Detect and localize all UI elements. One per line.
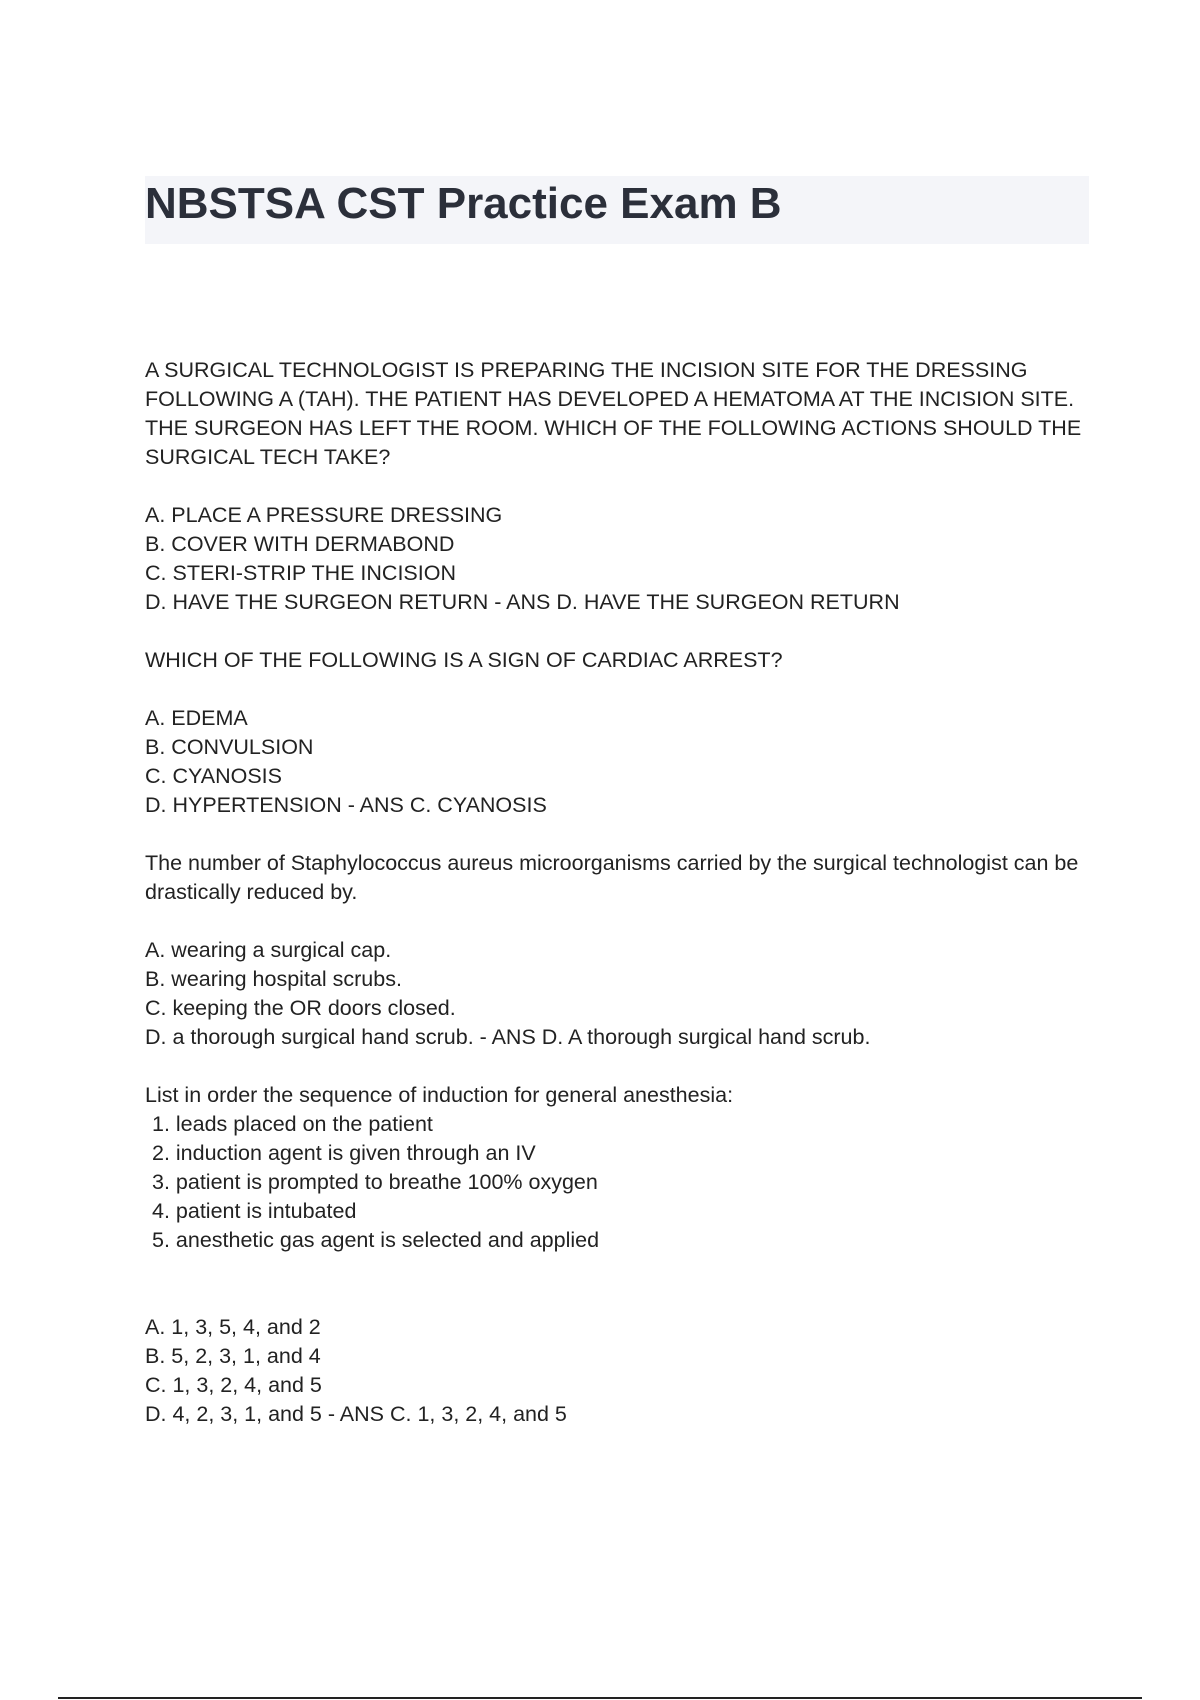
question-2-option-c: C. CYANOSIS [145,764,282,788]
question-4-option-a: A. 1, 3, 5, 4, and 2 [145,1315,321,1339]
question-2-options [145,704,1085,820]
question-3-option-a: A. wearing a surgical cap. [145,938,392,962]
question-4-option-c: C. 1, 3, 2, 4, and 5 [145,1373,322,1397]
sequence-item-5: 5. anesthetic gas agent is selected and applied [152,1228,600,1252]
page-title: NBSTSA CST Practice Exam B [145,179,782,228]
question-4-options [145,1313,1085,1429]
question-3-option-c: C. keeping the OR doors closed. [145,996,456,1020]
sequence-item-2: 2. induction agent is given through an IV [152,1141,536,1165]
question-4-option-d-answer: D. 4, 2, 3, 1, and 5 - ANS C. 1, 3, 2, 4, and 5 [145,1402,567,1426]
question-4-option-b: B. 5, 2, 3, 1, and 4 [145,1344,321,1368]
question-2-option-a: A. EDEMA [145,706,248,730]
sequence-item-3: 3. patient is prompted to breathe 100% oxygen [152,1170,598,1194]
question-1-option-a: A. PLACE A PRESSURE DRESSING [145,503,503,527]
question-4-prompt: List in order the sequence of induction for general anesthesia: [145,1083,734,1107]
question-2-option-d-answer: D. HYPERTENSION - ANS C. CYANOSIS [145,793,547,817]
question-3-prompt: The number of Staphylococcus aureus microorganisms carried by the surgical technologist can be drastically reduced by. [145,851,1079,904]
question-2-option-b: B. CONVULSION [145,735,314,759]
question-1-prompt: A SURGICAL TECHNOLOGIST IS PREPARING THE INCISION SITE FOR THE DRESSING FOLLOWING A (TAH). THE PATIENT HAS DEVELOPED A HEMATOMA AT THE INCISION SITE. THE SURGEON HAS LEFT THE ROOM. WHICH OF THE FOLLOWING ACTIONS SHOULD THE SURGICAL TECH TAKE? [145,358,1082,469]
document-body [145,356,1085,1458]
question-1-option-d-answer: D. HAVE THE SURGEON RETURN - ANS D. HAVE THE SURGEON RETURN [145,590,900,614]
question-3-option-d-answer: D. a thorough surgical hand scrub. - ANS D. A thorough surgical hand scrub. [145,1025,871,1049]
footer-divider [58,1697,1142,1699]
question-3-option-b: B. wearing hospital scrubs. [145,967,402,991]
question-1-option-c: C. STERI-STRIP THE INCISION [145,561,456,585]
question-1-options [145,501,1085,617]
question-4-sequence-list [145,1110,1085,1255]
question-1-option-b: B. COVER WITH DERMABOND [145,532,455,556]
sequence-item-1: 1. leads placed on the patient [152,1112,433,1136]
sequence-item-4: 4. patient is intubated [152,1199,357,1223]
question-2-prompt: WHICH OF THE FOLLOWING IS A SIGN OF CARDIAC ARREST? [145,648,783,672]
question-3-options [145,936,1085,1052]
